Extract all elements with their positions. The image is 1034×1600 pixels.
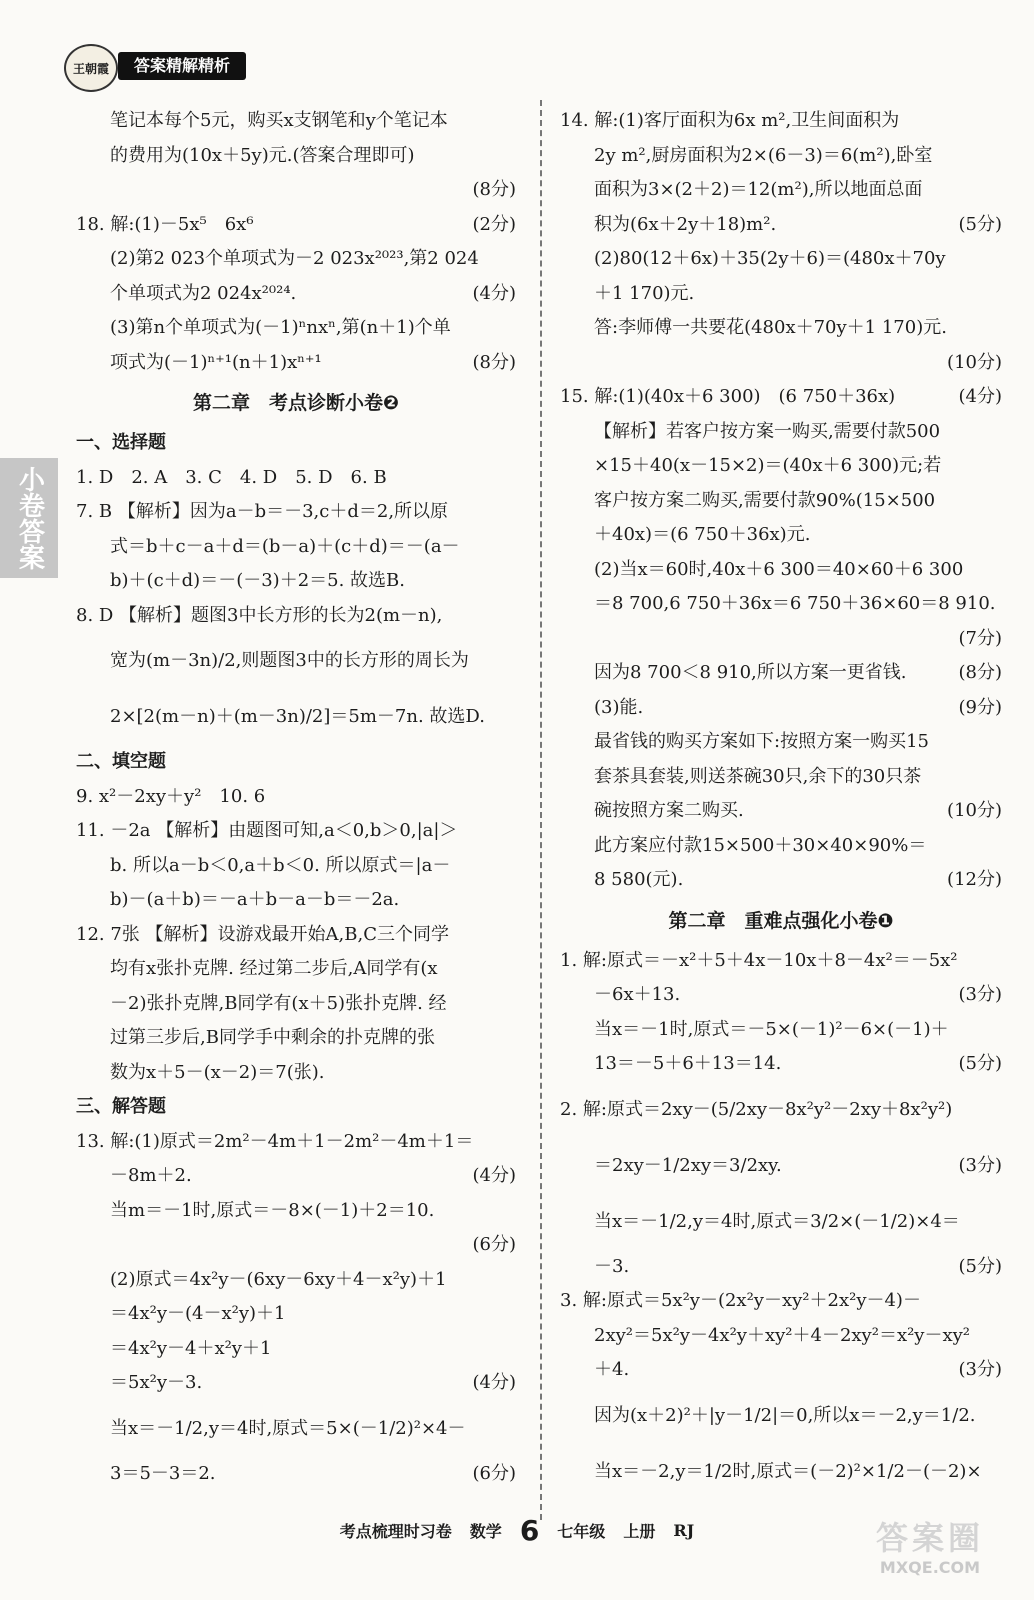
answer-line <box>560 944 1002 979</box>
answer-line <box>76 495 516 530</box>
answer-text: ×15＋40(x－15×2)＝(40x＋6 300)元;若 <box>594 455 942 476</box>
answer-line <box>76 104 516 139</box>
answer-text: (2)第2 023个单项式为－2 023x²⁰²³,第2 024 <box>110 248 479 269</box>
score-points: (6分) <box>472 1462 516 1484</box>
score-points: (4分) <box>472 1372 516 1393</box>
answer-line <box>560 1319 1002 1354</box>
answer-text: (2)80(12＋6x)＋35(2y＋6)＝(480x＋70y <box>594 248 946 269</box>
answer-line <box>76 1228 516 1263</box>
answer-text: 14. 解:(1)客厅面积为6x m²,卫生间面积为 <box>560 110 900 131</box>
answer-text: (3)能. <box>594 696 644 718</box>
answer-text: ＝8 700,6 750＋36x＝6 750＋36×60＝8 910. <box>594 593 996 614</box>
answer-text: 客户按方案二购买,需要付款90%(15×500 <box>594 489 936 511</box>
score-points: (6分) <box>472 1234 516 1255</box>
answer-text: ＋40x)＝(6 750＋36x)元. <box>594 524 811 545</box>
answer-line <box>560 863 1002 898</box>
answer-text: 积为(6x＋2y＋18)m². <box>594 213 777 235</box>
chapter-title <box>560 898 1002 944</box>
watermark-mark: 答案圈 <box>875 1519 984 1557</box>
answer-text: 过第三步后,B同学手中剩余的扑克牌的张 <box>110 1027 435 1048</box>
page-header <box>58 44 398 86</box>
answer-line <box>560 449 1002 484</box>
score-points: (2分) <box>472 213 516 235</box>
answer-line <box>560 1194 1002 1250</box>
score-points: (8分) <box>958 662 1002 683</box>
answer-line <box>76 1297 516 1332</box>
answer-text: ＝4x²y－(4－x²y)＋1 <box>110 1303 286 1324</box>
answer-line <box>560 587 1002 622</box>
answer-line <box>76 814 516 849</box>
watermark <box>850 1520 1010 1580</box>
answer-text: 个单项式为2 024x²⁰²⁴. <box>110 282 297 304</box>
answer-line <box>76 346 516 381</box>
answer-line <box>76 952 516 987</box>
score-points: (3分) <box>958 1154 1002 1176</box>
answer-text: b)＋(c＋d)＝－(－3)＋2＝5. 故选B. <box>110 570 405 591</box>
answer-line <box>76 530 516 565</box>
chapter-title <box>76 380 516 426</box>
answer-text: 面积为3×(2＋2)＝12(m²),所以地面总面 <box>594 179 923 200</box>
answer-text: 13. 解:(1)原式＝2m²－4m＋1－2m²－4m＋1＝ <box>76 1130 474 1152</box>
answer-text: 3. 解:原式＝5x²y－(2x²y－xy²＋2x²y－4)－ <box>560 1290 921 1311</box>
answer-text: 当m＝－1时,原式＝－8×(－1)＋2＝10. <box>110 1199 435 1221</box>
score-points: (3分) <box>958 984 1002 1005</box>
answer-text: ＋1 170)元. <box>594 282 695 304</box>
answer-line <box>560 518 1002 553</box>
answer-line <box>560 484 1002 519</box>
answer-line <box>560 760 1002 795</box>
right-column <box>560 104 1002 1500</box>
score-points: (9分) <box>958 696 1002 718</box>
answer-line <box>560 1388 1002 1444</box>
answer-text: 2. 解:原式＝2xy－(5/2xy－8x²y²－2xy＋8x²y²) <box>560 1098 953 1120</box>
answer-line <box>560 1047 1002 1082</box>
answer-line <box>560 173 1002 208</box>
answer-line <box>76 987 516 1022</box>
answer-text: 二、填空题 <box>76 751 166 772</box>
answer-text: (2)原式＝4x²y－(6xy－6xy＋4－x²y)＋1 <box>110 1268 447 1290</box>
answer-text: ＋4. <box>594 1359 630 1380</box>
section-heading <box>76 1090 516 1125</box>
answer-line <box>560 829 1002 864</box>
footer-edition: RJ <box>673 1520 695 1540</box>
answer-line <box>76 918 516 953</box>
answer-text: 9. x²－2xy＋y² 10. 6 <box>76 785 266 807</box>
answer-text: 当x＝－1时,原式＝－5×(－1)²－6×(－1)＋ <box>594 1018 949 1040</box>
answer-text: 8 580(元). <box>594 869 684 890</box>
answer-text: 数为x＋5－(x－2)＝7(张). <box>110 1061 325 1083</box>
answer-line <box>560 725 1002 760</box>
answer-text: 2×[2(m－n)＋(m－3n)/2]＝5m－7n. 故选D. <box>110 706 485 727</box>
answer-line <box>76 1159 516 1194</box>
answer-line <box>76 1332 516 1367</box>
answer-line <box>76 599 516 634</box>
answer-text: 答:李师傅一共要花(480x＋70y＋1 170)元. <box>594 317 947 338</box>
answer-line <box>76 849 516 884</box>
score-points: (10分) <box>947 800 1002 821</box>
answer-text: 因为(x＋2)²＋|y－1/2|＝0,所以x＝－2,y＝1/2. <box>594 1404 976 1426</box>
answer-text: 的费用为(10x＋5y)元.(答案合理即可) <box>110 144 415 166</box>
answer-line <box>76 242 516 277</box>
answer-text: 8. D 【解析】题图3中长方形的长为2(m－n), <box>76 604 443 626</box>
answer-line <box>560 346 1002 381</box>
answer-line <box>76 1056 516 1091</box>
answer-line <box>76 277 516 312</box>
answer-text: －6x＋13. <box>594 984 681 1005</box>
answer-text: 最省钱的购买方案如下:按照方案一购买15 <box>594 731 929 752</box>
answer-line <box>560 139 1002 174</box>
answer-text: 项式为(－1)ⁿ⁺¹(n＋1)xⁿ⁺¹ <box>110 351 322 373</box>
answer-line <box>76 633 516 689</box>
answer-text: 【解析】若客户按方案一购买,需要付款500 <box>594 420 941 442</box>
answer-text: －3. <box>594 1255 630 1277</box>
score-points: (5分) <box>958 1053 1002 1074</box>
watermark-url: MXQE.COM <box>879 1558 981 1577</box>
answer-text: 12. 7张 【解析】设游戏最开始A,B,C三个同学 <box>76 923 449 945</box>
footer-volume: 上册 <box>623 1521 656 1541</box>
answer-line <box>560 978 1002 1013</box>
answer-text: 3＝5－3＝2. <box>110 1462 216 1484</box>
answer-line <box>76 1366 516 1401</box>
header-title: 答案精解精析 <box>118 52 246 80</box>
score-points: (4分) <box>472 1165 516 1186</box>
answer-line <box>560 1353 1002 1388</box>
answer-line <box>560 104 1002 139</box>
score-points: (4分) <box>472 282 516 304</box>
answer-text: 2y m²,厨房面积为2×(6－3)＝6(m²),卧室 <box>594 144 933 166</box>
footer-book: 考点梳理时习卷 <box>339 1521 452 1541</box>
answer-text: 15. 解:(1)(40x＋6 300) (6 750＋36x) <box>560 386 896 407</box>
answer-line <box>560 311 1002 346</box>
answer-text: 1. D 2. A 3. C 4. D 5. D 6. B <box>76 466 387 488</box>
answer-line <box>76 564 516 599</box>
publisher-logo: 王朝霞 <box>64 44 118 92</box>
answer-line <box>76 1263 516 1298</box>
footer-grade: 七年级 <box>557 1521 606 1541</box>
answer-line <box>560 691 1002 726</box>
answer-line <box>560 1284 1002 1319</box>
answer-text: 第二章 重难点强化小卷❶ <box>668 909 894 932</box>
score-points: (12分) <box>947 869 1002 890</box>
answer-line <box>76 461 516 496</box>
answer-line <box>76 780 516 815</box>
score-points: (3分) <box>958 1359 1002 1380</box>
answer-text: 碗按照方案二购买. <box>594 800 744 821</box>
answer-line <box>76 311 516 346</box>
column-divider <box>540 100 542 1520</box>
footer-subject: 数学 <box>469 1521 502 1541</box>
answer-text: 笔记本每个5元，购买x支钢笔和y个笔记本 <box>110 110 448 131</box>
answer-text: 18. 解:(1)－5x⁵ 6x⁶ <box>76 213 254 235</box>
answer-line <box>76 883 516 918</box>
answer-text: 1. 解:原式＝－x²＋5＋4x－10x＋8－4x²＝－5x² <box>560 949 958 971</box>
answer-line <box>76 1194 516 1229</box>
answer-text: b. 所以a－b＜0,a＋b＜0. 所以原式＝|a－ <box>110 854 451 876</box>
answer-line <box>560 415 1002 450</box>
answer-text: 宽为(m－3n)/2,则题图3中的长方形的周长为 <box>110 650 469 671</box>
answer-line <box>560 1082 1002 1138</box>
score-points: (7分) <box>958 627 1002 649</box>
answer-line <box>560 656 1002 691</box>
answer-line <box>76 1125 516 1160</box>
answer-text: 套茶具套装,则送茶碗30只,余下的30只茶 <box>594 765 922 787</box>
answer-line <box>560 1013 1002 1048</box>
score-points: (5分) <box>958 1255 1002 1277</box>
answer-text: ＝2xy－1/2xy＝3/2xy. <box>594 1154 782 1176</box>
answer-text: 11. －2a 【解析】由题图可知,a＜0,b＞0,|a|＞ <box>76 820 458 841</box>
page-number: 6 <box>519 1513 540 1547</box>
score-points: (8分) <box>472 179 516 200</box>
answer-text: 2xy²＝5x²y－4x²y＋xy²＋4－2xy²＝x²y－xy² <box>594 1324 971 1346</box>
answer-line <box>560 208 1002 243</box>
answer-line <box>560 1138 1002 1194</box>
answer-line <box>76 1021 516 1056</box>
answer-text: (3)第n个单项式为(－1)ⁿnxⁿ,第(n＋1)个单 <box>110 317 451 338</box>
answer-text: 当x＝－2,y＝1/2时,原式＝(－2)²×1/2－(－2)× <box>594 1460 982 1482</box>
answer-line <box>76 1401 516 1457</box>
score-points: (5分) <box>958 213 1002 235</box>
answer-line <box>560 242 1002 277</box>
section-heading <box>76 745 516 780</box>
answer-text: b)－(a＋b)＝－a＋b－a－b＝－2a. <box>110 889 400 910</box>
section-heading <box>76 426 516 461</box>
answer-text: 式＝b＋c－a＋d＝(b－a)＋(c＋d)＝－(a－ <box>110 535 460 557</box>
left-column <box>76 104 516 1491</box>
answer-line <box>560 1444 1002 1500</box>
answer-text: ＝4x²y－4＋x²y＋1 <box>110 1337 272 1359</box>
answer-line <box>76 139 516 174</box>
answer-text: －2)张扑克牌,B同学有(x＋5)张扑克牌. 经 <box>110 992 447 1014</box>
answer-line <box>76 173 516 208</box>
answer-text: ＝5x²y－3. <box>110 1372 203 1393</box>
answer-text: 此方案应付款15×500＋30×40×90%＝ <box>594 834 927 856</box>
answer-text: 因为8 700＜8 910,所以方案一更省钱. <box>594 662 907 683</box>
answer-text: 一、选择题 <box>76 432 166 453</box>
answer-text: (2)当x＝60时,40x＋6 300＝40×60＋6 300 <box>594 558 964 580</box>
answer-text: 第二章 考点诊断小卷❷ <box>192 392 400 414</box>
score-points: (10分) <box>947 351 1002 373</box>
side-tab: 小卷答案 <box>0 458 58 578</box>
answer-text: 均有x张扑克牌. 经过第二步后,A同学有(x <box>110 958 438 979</box>
answer-line <box>560 1250 1002 1285</box>
answer-text: 当x＝－1/2,y＝4时,原式＝5×(－1/2)²×4－ <box>110 1417 466 1439</box>
score-points: (8分) <box>472 351 516 373</box>
answer-text: 13＝－5＋6＋13＝14. <box>594 1053 782 1074</box>
answer-text: 7. B 【解析】因为a－b＝－3,c＋d＝2,所以原 <box>76 501 449 522</box>
answer-text: －8m＋2. <box>110 1165 192 1186</box>
answer-line <box>560 794 1002 829</box>
answer-line <box>76 689 516 745</box>
score-points: (4分) <box>958 386 1002 407</box>
answer-line <box>560 277 1002 312</box>
answer-line <box>560 553 1002 588</box>
answer-line <box>76 1457 516 1492</box>
answer-text: 三、解答题 <box>76 1096 166 1117</box>
answer-line <box>560 380 1002 415</box>
answer-line <box>560 622 1002 657</box>
answer-text: 当x＝－1/2,y＝4时,原式＝3/2×(－1/2)×4＝ <box>594 1210 960 1232</box>
answer-line <box>76 208 516 243</box>
